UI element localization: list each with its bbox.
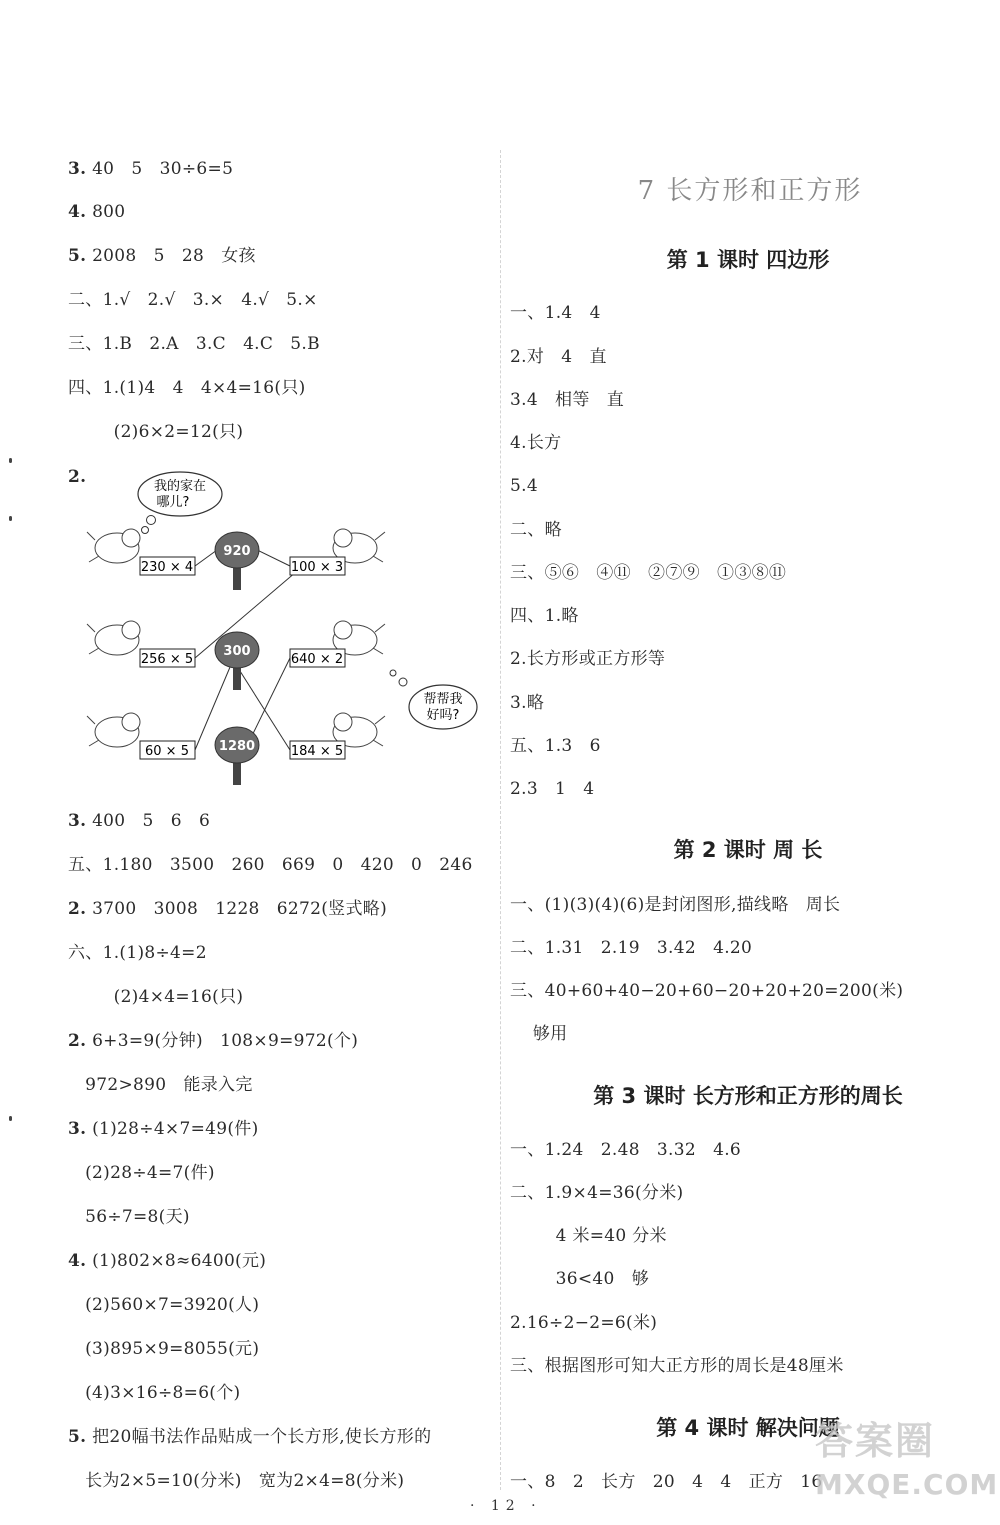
matching-diagram	[85, 470, 485, 800]
match-line	[195, 550, 217, 566]
answer-line: 一、1.4 4	[510, 303, 601, 323]
answer-line: 3.4 相等 直	[510, 390, 625, 410]
expression-box-left-3	[140, 741, 195, 759]
bubble-dot	[142, 527, 149, 534]
answer-line: 3. 40 5 30÷6=5	[68, 159, 234, 179]
answer-line: 2.	[68, 467, 87, 487]
answer-line: 三、⑤⑥ ④⑪ ②⑦⑨ ①③⑧⑪	[510, 563, 787, 583]
answer-line: (3)895×9=8055(元)	[68, 1339, 260, 1359]
bubble-text: 帮帮我	[423, 692, 463, 707]
bird-left-2	[87, 621, 140, 655]
answer-line: 二、1.31 2.19 3.42 4.20	[510, 938, 753, 958]
answer-line: 5.4	[510, 476, 538, 496]
expression-label: 60 × 5	[145, 744, 189, 759]
bird-left-3	[87, 713, 140, 747]
answer-line: 3. (1)28÷4×7=49(件)	[68, 1119, 259, 1139]
bird-head	[334, 713, 352, 731]
answer-line: 一、8 2 长方 20 4 4 正方 16	[510, 1472, 823, 1492]
answer-line: 56÷7=8(天)	[68, 1207, 190, 1227]
margin-mark	[9, 1116, 12, 1121]
answer-line: 2. 3700 3008 1228 6272(竖式略)	[68, 899, 388, 919]
bubble-dot	[147, 516, 156, 525]
answer-line: (2)560×7=3920(人)	[68, 1295, 260, 1315]
answer-line: 五、1.180 3500 260 669 0 420 0 246	[68, 855, 473, 875]
answer-line: 六、1.(1)8÷4=2	[68, 943, 207, 963]
answer-line: 四、1.(1)4 4 4×4=16(只)	[68, 378, 306, 398]
answer-line: 3.略	[510, 693, 545, 713]
tree-1	[215, 532, 259, 590]
answer-line: 长为2×5=10(分米) 宽为2×4=8(分米)	[68, 1471, 405, 1491]
bird-left-1	[87, 529, 140, 563]
expression-label: 256 × 5	[140, 652, 194, 667]
bird-head	[122, 529, 140, 547]
thought-bubble-top	[138, 472, 222, 534]
margin-mark	[9, 458, 12, 463]
answer-line: (2)4×4=16(只)	[68, 987, 244, 1007]
answer-line: 4.长方	[510, 433, 562, 453]
answer-line: 五、1.3 6	[510, 736, 601, 756]
bubble-dot	[399, 678, 407, 686]
bubble-dot	[390, 670, 396, 676]
bird-head	[334, 529, 352, 547]
expression-box-left-2	[140, 649, 195, 667]
answer-line: 4. 800	[68, 202, 126, 222]
tree-number: 920	[223, 544, 251, 559]
bubble-text: 好吗?	[426, 708, 460, 723]
answer-line: 2.对 4 直	[510, 347, 607, 367]
bird-head	[122, 621, 140, 639]
answer-line: 一、(1)(3)(4)(6)是封闭图形,描线略 周长	[510, 895, 841, 915]
tree-number: 300	[223, 644, 251, 659]
tree-3	[215, 727, 259, 785]
expression-label: 640 × 2	[290, 652, 344, 667]
bird-head	[334, 621, 352, 639]
thought-bubble-bottom	[390, 670, 477, 729]
answer-line: 4 米=40 分米	[510, 1226, 667, 1246]
answer-line: 三、1.B 2.A 3.C 4.C 5.B	[68, 334, 320, 354]
answer-line: 二、1.√ 2.√ 3.× 4.√ 5.×	[68, 290, 318, 310]
tree-2	[215, 632, 259, 690]
tree-number: 1280	[218, 739, 256, 754]
answer-line: 2.长方形或正方形等	[510, 649, 666, 669]
expression-box-left-1	[140, 557, 195, 575]
bubble-text: 我的家在	[153, 479, 207, 494]
answer-line: 2. 6+3=9(分钟) 108×9=972(个)	[68, 1031, 359, 1051]
expression-box-right-3	[290, 741, 345, 759]
answer-line: (2)6×2=12(只)	[68, 422, 244, 442]
answer-line: 四、1.略	[510, 606, 579, 626]
expression-box-right-2	[290, 649, 345, 667]
expression-label: 184 × 5	[290, 744, 344, 759]
site-watermark	[815, 1410, 999, 1520]
expression-box-right-1	[290, 557, 345, 575]
section-title: 第 2 课时 周 长	[673, 838, 823, 862]
answer-line: 36<40 够	[510, 1269, 650, 1289]
expression-label: 100 × 3	[290, 560, 344, 575]
section-title: 第 4 课时 解决问题	[656, 1416, 840, 1440]
answer-line: 一、1.24 2.48 3.32 4.6	[510, 1140, 742, 1160]
section-title: 第 3 课时 长方形和正方形的周长	[593, 1084, 903, 1108]
answer-line: 够用	[510, 1024, 568, 1044]
answer-line: 二、1.9×4=36(分米)	[510, 1183, 684, 1203]
bubble-text: 哪儿?	[156, 495, 190, 510]
section-title: 第 1 课时 四边形	[666, 248, 830, 272]
watermark-url: MXQE.COM	[815, 1468, 999, 1501]
answer-line: 4. (1)802×8≈6400(元)	[68, 1251, 267, 1271]
answer-line: (2)28÷4=7(件)	[68, 1163, 215, 1183]
answer-line: 972>890 能录入完	[68, 1075, 253, 1095]
answer-line: 2.16÷2−2=6(米)	[510, 1313, 658, 1333]
answer-line: (4)3×16÷8=6(个)	[68, 1383, 241, 1403]
watermark-logo-text: 答案圈	[815, 1419, 936, 1463]
answer-line: 3. 400 5 6 6	[68, 811, 211, 831]
margin-mark	[9, 516, 12, 521]
expression-label: 230 × 4	[140, 560, 194, 575]
column-divider	[500, 150, 501, 1490]
answer-line: 5. 把20幅书法作品贴成一个长方形,使长方形的	[68, 1427, 432, 1447]
page-number: · 12 ·	[470, 1498, 542, 1514]
answer-line: 2.3 1 4	[510, 779, 595, 799]
bird-head	[122, 713, 140, 731]
answer-line: 二、略	[510, 520, 562, 540]
answer-line: 三、根据图形可知大正方形的周长是48厘米	[510, 1356, 844, 1376]
chapter-title: 7 长方形和正方形	[637, 176, 863, 206]
answer-line: 5. 2008 5 28 女孩	[68, 246, 256, 266]
answer-line: 三、40+60+40−20+60−20+20+20=200(米)	[510, 981, 904, 1001]
